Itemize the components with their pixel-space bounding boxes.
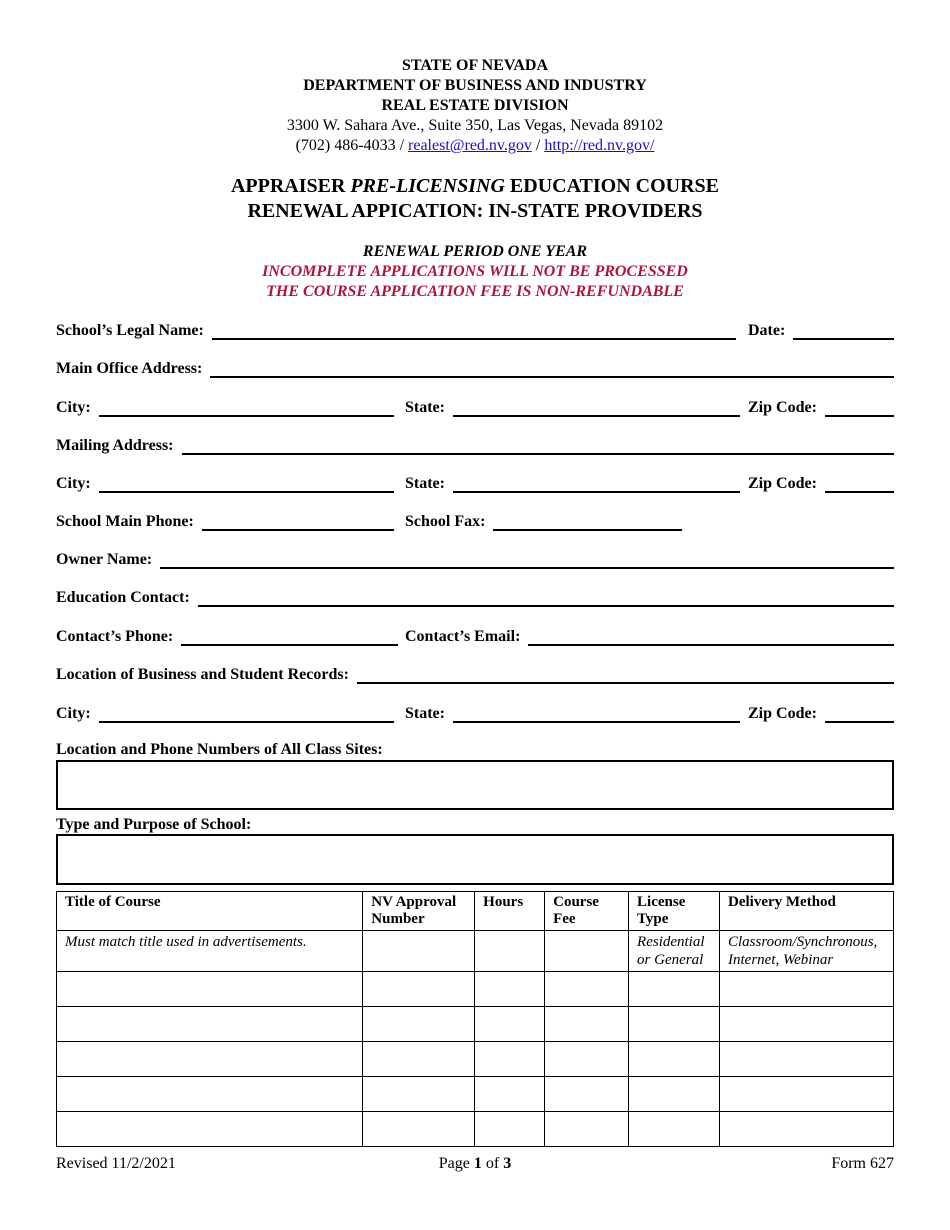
license-hint: Residential or General	[629, 931, 720, 972]
city-label: City:	[56, 705, 91, 722]
row-legal-name	[56, 319, 894, 343]
education-contact-field[interactable]	[198, 591, 894, 607]
row-main-office	[56, 357, 894, 381]
contact-email-field[interactable]	[528, 630, 894, 646]
table-cell[interactable]	[720, 1077, 894, 1112]
table-row	[57, 972, 894, 1007]
table-cell[interactable]	[363, 972, 475, 1007]
city-field[interactable]	[99, 401, 394, 417]
row-records	[56, 663, 894, 687]
row-contact-phone	[56, 625, 894, 649]
table-cell[interactable]	[629, 1112, 720, 1147]
school-fax-label: School Fax:	[405, 513, 486, 530]
city-label: City:	[56, 475, 91, 492]
row-city-1	[56, 396, 894, 420]
mailing-field[interactable]	[182, 439, 895, 455]
contact-phone-field[interactable]	[181, 630, 398, 646]
table-cell[interactable]	[629, 1007, 720, 1042]
agency-address: 3300 W. Sahara Ave., Suite 350, Las Vegas, Nevada 89102	[286, 117, 664, 134]
zip-label: Zip Code:	[748, 399, 817, 416]
col-hours-header: Hours	[475, 892, 545, 931]
school-type-label: Type and Purpose of School:	[56, 815, 894, 836]
zip-label: Zip Code:	[748, 475, 817, 492]
row-education-contact	[56, 586, 894, 610]
table-cell[interactable]	[57, 1077, 363, 1112]
fee-warning: THE COURSE APPLICATION FEE IS NON-REFUNDABLE	[266, 283, 684, 300]
table-cell[interactable]	[545, 1112, 629, 1147]
state-label: State:	[405, 475, 445, 492]
website-link[interactable]: http://red.nv.gov/	[544, 137, 655, 154]
table-cell[interactable]	[475, 1112, 545, 1147]
row-school-phone	[56, 510, 894, 534]
school-type-box[interactable]	[56, 834, 894, 885]
contact-email-label: Contact’s Email:	[405, 628, 521, 645]
table-cell[interactable]	[629, 972, 720, 1007]
title-part-1: APPRAISER	[230, 175, 351, 197]
state-label: State:	[405, 399, 445, 416]
table-cell[interactable]	[475, 931, 545, 972]
mailing-label: Mailing Address:	[56, 437, 174, 454]
main-office-field[interactable]	[210, 362, 894, 378]
form-number: Form 627	[831, 1155, 894, 1172]
department-name: DEPARTMENT OF BUSINESS AND INDUSTRY	[303, 77, 647, 94]
zip-field[interactable]	[825, 401, 894, 417]
school-phone-label: School Main Phone:	[56, 513, 194, 530]
table-cell[interactable]	[475, 972, 545, 1007]
city-label: City:	[56, 399, 91, 416]
table-cell[interactable]	[629, 1077, 720, 1112]
state-label: State:	[405, 705, 445, 722]
table-cell[interactable]	[363, 1042, 475, 1077]
table-cell[interactable]	[545, 1042, 629, 1077]
page-total: 3	[503, 1155, 512, 1172]
email-link[interactable]: realest@red.nv.gov	[408, 137, 532, 154]
state-name: STATE OF NEVADA	[401, 57, 549, 74]
col-approval-header: NV Approval Number	[363, 892, 475, 931]
page-current: 1	[473, 1155, 482, 1172]
table-cell[interactable]	[545, 1077, 629, 1112]
class-sites-label: Location and Phone Numbers of All Class Sites:	[56, 740, 894, 761]
table-row	[57, 1007, 894, 1042]
table-cell[interactable]	[545, 1007, 629, 1042]
city-field[interactable]	[99, 707, 394, 723]
revised-date: Revised 11/2/2021	[56, 1155, 176, 1172]
title-hint: Must match title used in advertisements.	[57, 931, 363, 972]
records-location-field[interactable]	[357, 668, 894, 684]
date-field[interactable]	[793, 324, 894, 340]
table-cell[interactable]	[57, 972, 363, 1007]
table-cell[interactable]	[720, 1112, 894, 1147]
notices	[0, 242, 950, 302]
zip-field[interactable]	[825, 707, 894, 723]
main-office-label: Main Office Address:	[56, 360, 203, 377]
col-license-header: License Type	[629, 892, 720, 931]
table-cell[interactable]	[363, 1007, 475, 1042]
table-cell[interactable]	[720, 1042, 894, 1077]
col-delivery-header: Delivery Method	[720, 892, 894, 931]
table-hint-row	[57, 931, 894, 972]
col-fee-header: Course Fee	[545, 892, 629, 931]
division-name: REAL ESTATE DIVISION	[381, 97, 569, 114]
state-field[interactable]	[453, 401, 740, 417]
table-cell[interactable]	[545, 931, 629, 972]
legal-name-field[interactable]	[212, 324, 736, 340]
title-part-3: EDUCATION COURSE	[504, 175, 720, 197]
table-row	[57, 1042, 894, 1077]
table-cell[interactable]	[720, 1007, 894, 1042]
table-cell[interactable]	[57, 1042, 363, 1077]
title-line-2: RENEWAL APPICATION: IN-STATE PROVIDERS	[247, 200, 703, 222]
separator: /	[531, 137, 545, 154]
form-title	[0, 174, 950, 224]
table-header-row	[57, 892, 894, 931]
state-field[interactable]	[453, 477, 740, 493]
renewal-period: RENEWAL PERIOD ONE YEAR	[362, 243, 588, 260]
table-cell[interactable]	[545, 972, 629, 1007]
page-of: of	[481, 1155, 504, 1172]
title-part-2: PRE-LICENSING	[350, 175, 505, 197]
incomplete-warning: INCOMPLETE APPLICATIONS WILL NOT BE PROCESSED	[262, 263, 688, 280]
row-mailing	[56, 434, 894, 458]
table-cell[interactable]	[475, 1007, 545, 1042]
school-fax-field[interactable]	[493, 515, 682, 531]
class-sites-box[interactable]	[56, 760, 894, 810]
row-city-2	[56, 472, 894, 496]
contact-phone-label: Contact’s Phone:	[56, 628, 174, 645]
table-cell[interactable]	[629, 1042, 720, 1077]
school-phone-field[interactable]	[202, 515, 394, 531]
title-line-1	[0, 174, 950, 199]
table-cell[interactable]	[363, 931, 475, 972]
table-row	[57, 1077, 894, 1112]
table-cell[interactable]	[475, 1077, 545, 1112]
records-location-label: Location of Business and Student Records:	[56, 666, 349, 683]
date-label: Date:	[748, 322, 786, 339]
table-cell[interactable]	[475, 1042, 545, 1077]
legal-name-label: School’s Legal Name:	[56, 322, 204, 339]
agency-header	[0, 56, 950, 156]
table-cell[interactable]	[57, 1112, 363, 1147]
separator: /	[395, 137, 409, 154]
row-city-3	[56, 702, 894, 726]
col-title-header: Title of Course	[57, 892, 363, 931]
table-cell[interactable]	[720, 972, 894, 1007]
owner-field[interactable]	[160, 553, 894, 569]
contact-line	[0, 136, 950, 156]
table-cell[interactable]	[57, 1007, 363, 1042]
table-row	[57, 1112, 894, 1147]
state-field[interactable]	[453, 707, 740, 723]
zip-field[interactable]	[825, 477, 894, 493]
zip-label: Zip Code:	[748, 705, 817, 722]
table-cell[interactable]	[363, 1077, 475, 1112]
agency-phone: (702) 486-4033	[295, 137, 396, 154]
page-number	[0, 1155, 950, 1173]
table-cell[interactable]	[363, 1112, 475, 1147]
education-contact-label: Education Contact:	[56, 589, 190, 606]
delivery-hint: Classroom/Synchronous, Internet, Webinar	[720, 931, 894, 972]
owner-label: Owner Name:	[56, 551, 153, 568]
city-field[interactable]	[99, 477, 394, 493]
page-word: Page	[438, 1155, 474, 1172]
row-owner	[56, 548, 894, 572]
course-table	[56, 891, 894, 1147]
